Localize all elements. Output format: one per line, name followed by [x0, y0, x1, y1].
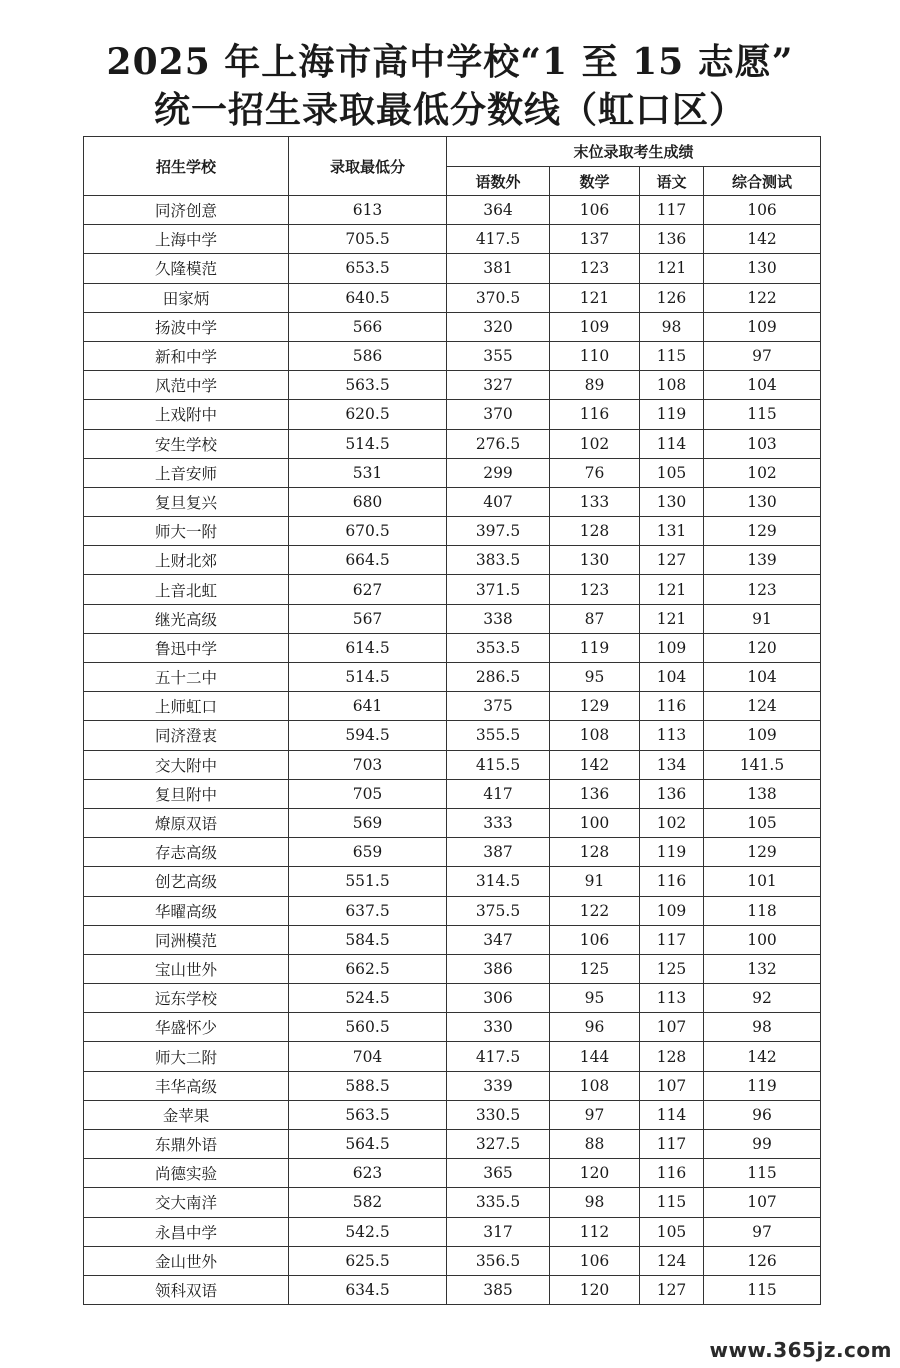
- cell-comprehensive: 91: [704, 604, 821, 633]
- cell-school: 同洲模范: [84, 925, 289, 954]
- cell-school: 上戏附中: [84, 400, 289, 429]
- cell-min-score: 569: [289, 808, 447, 837]
- cell-chinese: 119: [640, 838, 704, 867]
- cell-min-score: 664.5: [289, 546, 447, 575]
- cell-min-score: 563.5: [289, 371, 447, 400]
- cell-school: 上音北虹: [84, 575, 289, 604]
- cell-chinese: 136: [640, 225, 704, 254]
- cell-chinese: 109: [640, 633, 704, 662]
- cell-yushuwai: 370: [447, 400, 550, 429]
- cell-min-score: 705.5: [289, 225, 447, 254]
- cell-chinese: 121: [640, 575, 704, 604]
- cell-school: 领科双语: [84, 1275, 289, 1304]
- cell-min-score: 625.5: [289, 1246, 447, 1275]
- cell-math: 128: [550, 517, 640, 546]
- cell-chinese: 131: [640, 517, 704, 546]
- table-row: [84, 429, 821, 458]
- cell-comprehensive: 119: [704, 1071, 821, 1100]
- cell-math: 89: [550, 371, 640, 400]
- cell-school: 交大附中: [84, 750, 289, 779]
- cell-chinese: 121: [640, 254, 704, 283]
- table-row: [84, 196, 821, 225]
- cell-chinese: 104: [640, 663, 704, 692]
- cell-math: 120: [550, 1275, 640, 1304]
- cell-school: 风范中学: [84, 371, 289, 400]
- cell-yushuwai: 356.5: [447, 1246, 550, 1275]
- cell-yushuwai: 417: [447, 779, 550, 808]
- cell-chinese: 117: [640, 925, 704, 954]
- table-row: [84, 954, 821, 983]
- cell-math: 106: [550, 925, 640, 954]
- title-line-1: 2025 年上海市高中学校“1 至 15 志愿”: [106, 41, 794, 83]
- cell-school: 宝山世外: [84, 954, 289, 983]
- cell-math: 130: [550, 546, 640, 575]
- cell-school: 安生学校: [84, 429, 289, 458]
- cell-comprehensive: 104: [704, 663, 821, 692]
- table-row: [84, 1217, 821, 1246]
- table-row: [84, 721, 821, 750]
- cell-school: 东鼎外语: [84, 1130, 289, 1159]
- cell-min-score: 623: [289, 1159, 447, 1188]
- table-row: [84, 487, 821, 516]
- cell-math: 96: [550, 1013, 640, 1042]
- table-row: [84, 925, 821, 954]
- cell-min-score: 567: [289, 604, 447, 633]
- cell-chinese: 107: [640, 1013, 704, 1042]
- cell-comprehensive: 123: [704, 575, 821, 604]
- cell-math: 142: [550, 750, 640, 779]
- cell-yushuwai: 330.5: [447, 1100, 550, 1129]
- cell-chinese: 134: [640, 750, 704, 779]
- cell-school: 上师虹口: [84, 692, 289, 721]
- table-row: [84, 838, 821, 867]
- cell-yushuwai: 386: [447, 954, 550, 983]
- cell-school: 上财北郊: [84, 546, 289, 575]
- cell-min-score: 524.5: [289, 984, 447, 1013]
- cell-yushuwai: 383.5: [447, 546, 550, 575]
- cell-school: 复旦复兴: [84, 487, 289, 516]
- cell-chinese: 114: [640, 1100, 704, 1129]
- cell-comprehensive: 97: [704, 1217, 821, 1246]
- cell-math: 95: [550, 984, 640, 1013]
- cell-chinese: 126: [640, 283, 704, 312]
- table-row: [84, 633, 821, 662]
- cell-yushuwai: 417.5: [447, 1042, 550, 1071]
- score-table: [83, 136, 821, 1305]
- table-row: [84, 283, 821, 312]
- cell-comprehensive: 107: [704, 1188, 821, 1217]
- cell-min-score: 703: [289, 750, 447, 779]
- header-yushuwai: 语数外: [447, 167, 550, 196]
- cell-math: 108: [550, 1071, 640, 1100]
- cell-school: 鲁迅中学: [84, 633, 289, 662]
- cell-yushuwai: 306: [447, 984, 550, 1013]
- cell-yushuwai: 347: [447, 925, 550, 954]
- cell-chinese: 109: [640, 896, 704, 925]
- cell-yushuwai: 333: [447, 808, 550, 837]
- cell-chinese: 115: [640, 1188, 704, 1217]
- cell-comprehensive: 115: [704, 1275, 821, 1304]
- cell-math: 144: [550, 1042, 640, 1071]
- cell-math: 106: [550, 1246, 640, 1275]
- cell-math: 116: [550, 400, 640, 429]
- header-min-score: 录取最低分: [289, 137, 447, 196]
- table-row: [84, 458, 821, 487]
- cell-min-score: 584.5: [289, 925, 447, 954]
- cell-yushuwai: 353.5: [447, 633, 550, 662]
- cell-comprehensive: 130: [704, 254, 821, 283]
- cell-math: 137: [550, 225, 640, 254]
- table-row: [84, 1071, 821, 1100]
- cell-comprehensive: 139: [704, 546, 821, 575]
- cell-yushuwai: 320: [447, 312, 550, 341]
- cell-math: 109: [550, 312, 640, 341]
- cell-yushuwai: 355: [447, 341, 550, 370]
- cell-comprehensive: 96: [704, 1100, 821, 1129]
- table-row: [84, 1188, 821, 1217]
- cell-comprehensive: 115: [704, 400, 821, 429]
- cell-math: 108: [550, 721, 640, 750]
- cell-min-score: 531: [289, 458, 447, 487]
- cell-math: 88: [550, 1130, 640, 1159]
- cell-yushuwai: 407: [447, 487, 550, 516]
- cell-yushuwai: 330: [447, 1013, 550, 1042]
- cell-min-score: 560.5: [289, 1013, 447, 1042]
- cell-min-score: 705: [289, 779, 447, 808]
- cell-comprehensive: 109: [704, 721, 821, 750]
- cell-comprehensive: 92: [704, 984, 821, 1013]
- cell-comprehensive: 142: [704, 1042, 821, 1071]
- cell-math: 100: [550, 808, 640, 837]
- table-row: [84, 750, 821, 779]
- cell-school: 同济创意: [84, 196, 289, 225]
- cell-comprehensive: 101: [704, 867, 821, 896]
- cell-chinese: 108: [640, 371, 704, 400]
- cell-math: 98: [550, 1188, 640, 1217]
- cell-yushuwai: 417.5: [447, 225, 550, 254]
- cell-comprehensive: 124: [704, 692, 821, 721]
- cell-chinese: 125: [640, 954, 704, 983]
- table-row: [84, 517, 821, 546]
- table-row: [84, 604, 821, 633]
- cell-school: 华曜高级: [84, 896, 289, 925]
- table-row: [84, 400, 821, 429]
- cell-yushuwai: 286.5: [447, 663, 550, 692]
- cell-school: 远东学校: [84, 984, 289, 1013]
- cell-math: 123: [550, 254, 640, 283]
- cell-school: 丰华高级: [84, 1071, 289, 1100]
- cell-yushuwai: 339: [447, 1071, 550, 1100]
- table-row: [84, 1159, 821, 1188]
- cell-chinese: 136: [640, 779, 704, 808]
- cell-math: 122: [550, 896, 640, 925]
- table-row: [84, 984, 821, 1013]
- cell-chinese: 127: [640, 546, 704, 575]
- cell-yushuwai: 415.5: [447, 750, 550, 779]
- table-row: [84, 1275, 821, 1304]
- cell-chinese: 105: [640, 1217, 704, 1246]
- cell-min-score: 551.5: [289, 867, 447, 896]
- cell-min-score: 620.5: [289, 400, 447, 429]
- cell-school: 师大一附: [84, 517, 289, 546]
- cell-yushuwai: 365: [447, 1159, 550, 1188]
- cell-yushuwai: 276.5: [447, 429, 550, 458]
- cell-math: 133: [550, 487, 640, 516]
- cell-min-score: 634.5: [289, 1275, 447, 1304]
- cell-school: 师大二附: [84, 1042, 289, 1071]
- cell-comprehensive: 126: [704, 1246, 821, 1275]
- cell-chinese: 113: [640, 984, 704, 1013]
- cell-chinese: 117: [640, 196, 704, 225]
- cell-school: 田家炳: [84, 283, 289, 312]
- cell-yushuwai: 371.5: [447, 575, 550, 604]
- cell-min-score: 594.5: [289, 721, 447, 750]
- cell-chinese: 113: [640, 721, 704, 750]
- cell-math: 129: [550, 692, 640, 721]
- cell-min-score: 637.5: [289, 896, 447, 925]
- cell-yushuwai: 327.5: [447, 1130, 550, 1159]
- cell-min-score: 627: [289, 575, 447, 604]
- title-line-2: 统一招生录取最低分数线（虹口区）: [153, 89, 746, 131]
- cell-yushuwai: 397.5: [447, 517, 550, 546]
- cell-comprehensive: 129: [704, 838, 821, 867]
- table-row: [84, 341, 821, 370]
- cell-min-score: 614.5: [289, 633, 447, 662]
- cell-chinese: 107: [640, 1071, 704, 1100]
- cell-school: 金苹果: [84, 1100, 289, 1129]
- header-comprehensive: 综合测试: [704, 167, 821, 196]
- cell-chinese: 130: [640, 487, 704, 516]
- cell-chinese: 115: [640, 341, 704, 370]
- cell-min-score: 662.5: [289, 954, 447, 983]
- cell-math: 119: [550, 633, 640, 662]
- cell-math: 123: [550, 575, 640, 604]
- table-row: [84, 896, 821, 925]
- table-row: [84, 575, 821, 604]
- cell-school: 五十二中: [84, 663, 289, 692]
- cell-math: 95: [550, 663, 640, 692]
- cell-school: 新和中学: [84, 341, 289, 370]
- cell-yushuwai: 314.5: [447, 867, 550, 896]
- cell-min-score: 586: [289, 341, 447, 370]
- cell-school: 上音安师: [84, 458, 289, 487]
- table-body: [84, 196, 821, 1305]
- cell-school: 永昌中学: [84, 1217, 289, 1246]
- cell-chinese: 124: [640, 1246, 704, 1275]
- cell-comprehensive: 106: [704, 196, 821, 225]
- cell-chinese: 116: [640, 867, 704, 896]
- cell-min-score: 514.5: [289, 429, 447, 458]
- cell-min-score: 514.5: [289, 663, 447, 692]
- cell-school: 存志高级: [84, 838, 289, 867]
- cell-chinese: 128: [640, 1042, 704, 1071]
- cell-comprehensive: 120: [704, 633, 821, 662]
- table-row: [84, 371, 821, 400]
- cell-math: 102: [550, 429, 640, 458]
- cell-comprehensive: 98: [704, 1013, 821, 1042]
- cell-comprehensive: 104: [704, 371, 821, 400]
- watermark: www.365jz.com: [709, 1338, 892, 1362]
- cell-math: 76: [550, 458, 640, 487]
- cell-math: 112: [550, 1217, 640, 1246]
- cell-school: 燎原双语: [84, 808, 289, 837]
- cell-comprehensive: 100: [704, 925, 821, 954]
- cell-comprehensive: 132: [704, 954, 821, 983]
- cell-school: 扬波中学: [84, 312, 289, 341]
- cell-comprehensive: 97: [704, 341, 821, 370]
- cell-yushuwai: 370.5: [447, 283, 550, 312]
- table-row: [84, 1246, 821, 1275]
- header-chinese: 语文: [640, 167, 704, 196]
- cell-min-score: 704: [289, 1042, 447, 1071]
- cell-min-score: 613: [289, 196, 447, 225]
- cell-school: 同济澄衷: [84, 721, 289, 750]
- cell-math: 128: [550, 838, 640, 867]
- cell-math: 91: [550, 867, 640, 896]
- cell-yushuwai: 375: [447, 692, 550, 721]
- cell-math: 136: [550, 779, 640, 808]
- cell-comprehensive: 105: [704, 808, 821, 837]
- cell-comprehensive: 109: [704, 312, 821, 341]
- cell-school: 继光高级: [84, 604, 289, 633]
- cell-comprehensive: 142: [704, 225, 821, 254]
- cell-min-score: 680: [289, 487, 447, 516]
- cell-school: 华盛怀少: [84, 1013, 289, 1042]
- cell-school: 久隆模范: [84, 254, 289, 283]
- cell-comprehensive: 99: [704, 1130, 821, 1159]
- cell-math: 97: [550, 1100, 640, 1129]
- cell-math: 125: [550, 954, 640, 983]
- cell-yushuwai: 385: [447, 1275, 550, 1304]
- cell-chinese: 116: [640, 1159, 704, 1188]
- cell-yushuwai: 364: [447, 196, 550, 225]
- cell-min-score: 670.5: [289, 517, 447, 546]
- cell-yushuwai: 335.5: [447, 1188, 550, 1217]
- table-row: [84, 546, 821, 575]
- cell-chinese: 119: [640, 400, 704, 429]
- cell-min-score: 588.5: [289, 1071, 447, 1100]
- cell-math: 106: [550, 196, 640, 225]
- cell-comprehensive: 130: [704, 487, 821, 516]
- cell-math: 121: [550, 283, 640, 312]
- table-row: [84, 1130, 821, 1159]
- cell-comprehensive: 141.5: [704, 750, 821, 779]
- cell-chinese: 121: [640, 604, 704, 633]
- cell-comprehensive: 129: [704, 517, 821, 546]
- cell-school: 复旦附中: [84, 779, 289, 808]
- cell-min-score: 564.5: [289, 1130, 447, 1159]
- table-row: [84, 1042, 821, 1071]
- cell-math: 87: [550, 604, 640, 633]
- table-row: [84, 225, 821, 254]
- cell-chinese: 116: [640, 692, 704, 721]
- cell-comprehensive: 102: [704, 458, 821, 487]
- cell-math: 110: [550, 341, 640, 370]
- cell-chinese: 127: [640, 1275, 704, 1304]
- cell-min-score: 563.5: [289, 1100, 447, 1129]
- table-row: [84, 663, 821, 692]
- table-row: [84, 867, 821, 896]
- cell-school: 上海中学: [84, 225, 289, 254]
- header-school: 招生学校: [84, 137, 289, 196]
- cell-yushuwai: 375.5: [447, 896, 550, 925]
- header-last-place-group: 末位录取考生成绩: [447, 137, 821, 167]
- cell-min-score: 653.5: [289, 254, 447, 283]
- cell-min-score: 542.5: [289, 1217, 447, 1246]
- cell-chinese: 117: [640, 1130, 704, 1159]
- header-math: 数学: [550, 167, 640, 196]
- table-row: [84, 312, 821, 341]
- cell-yushuwai: 387: [447, 838, 550, 867]
- cell-comprehensive: 122: [704, 283, 821, 312]
- cell-comprehensive: 118: [704, 896, 821, 925]
- table-row: [84, 779, 821, 808]
- cell-yushuwai: 355.5: [447, 721, 550, 750]
- cell-min-score: 566: [289, 312, 447, 341]
- cell-min-score: 582: [289, 1188, 447, 1217]
- cell-chinese: 105: [640, 458, 704, 487]
- cell-min-score: 641: [289, 692, 447, 721]
- table-row: [84, 808, 821, 837]
- cell-yushuwai: 299: [447, 458, 550, 487]
- cell-chinese: 102: [640, 808, 704, 837]
- cell-yushuwai: 317: [447, 1217, 550, 1246]
- cell-yushuwai: 327: [447, 371, 550, 400]
- cell-chinese: 114: [640, 429, 704, 458]
- cell-math: 120: [550, 1159, 640, 1188]
- table-row: [84, 1013, 821, 1042]
- cell-school: 金山世外: [84, 1246, 289, 1275]
- cell-chinese: 98: [640, 312, 704, 341]
- cell-min-score: 659: [289, 838, 447, 867]
- cell-comprehensive: 103: [704, 429, 821, 458]
- cell-yushuwai: 381: [447, 254, 550, 283]
- cell-yushuwai: 338: [447, 604, 550, 633]
- cell-school: 交大南洋: [84, 1188, 289, 1217]
- cell-min-score: 640.5: [289, 283, 447, 312]
- cell-comprehensive: 138: [704, 779, 821, 808]
- table-row: [84, 254, 821, 283]
- table-row: [84, 692, 821, 721]
- cell-school: 创艺高级: [84, 867, 289, 896]
- table-row: [84, 1100, 821, 1129]
- cell-comprehensive: 115: [704, 1159, 821, 1188]
- cell-school: 尚德实验: [84, 1159, 289, 1188]
